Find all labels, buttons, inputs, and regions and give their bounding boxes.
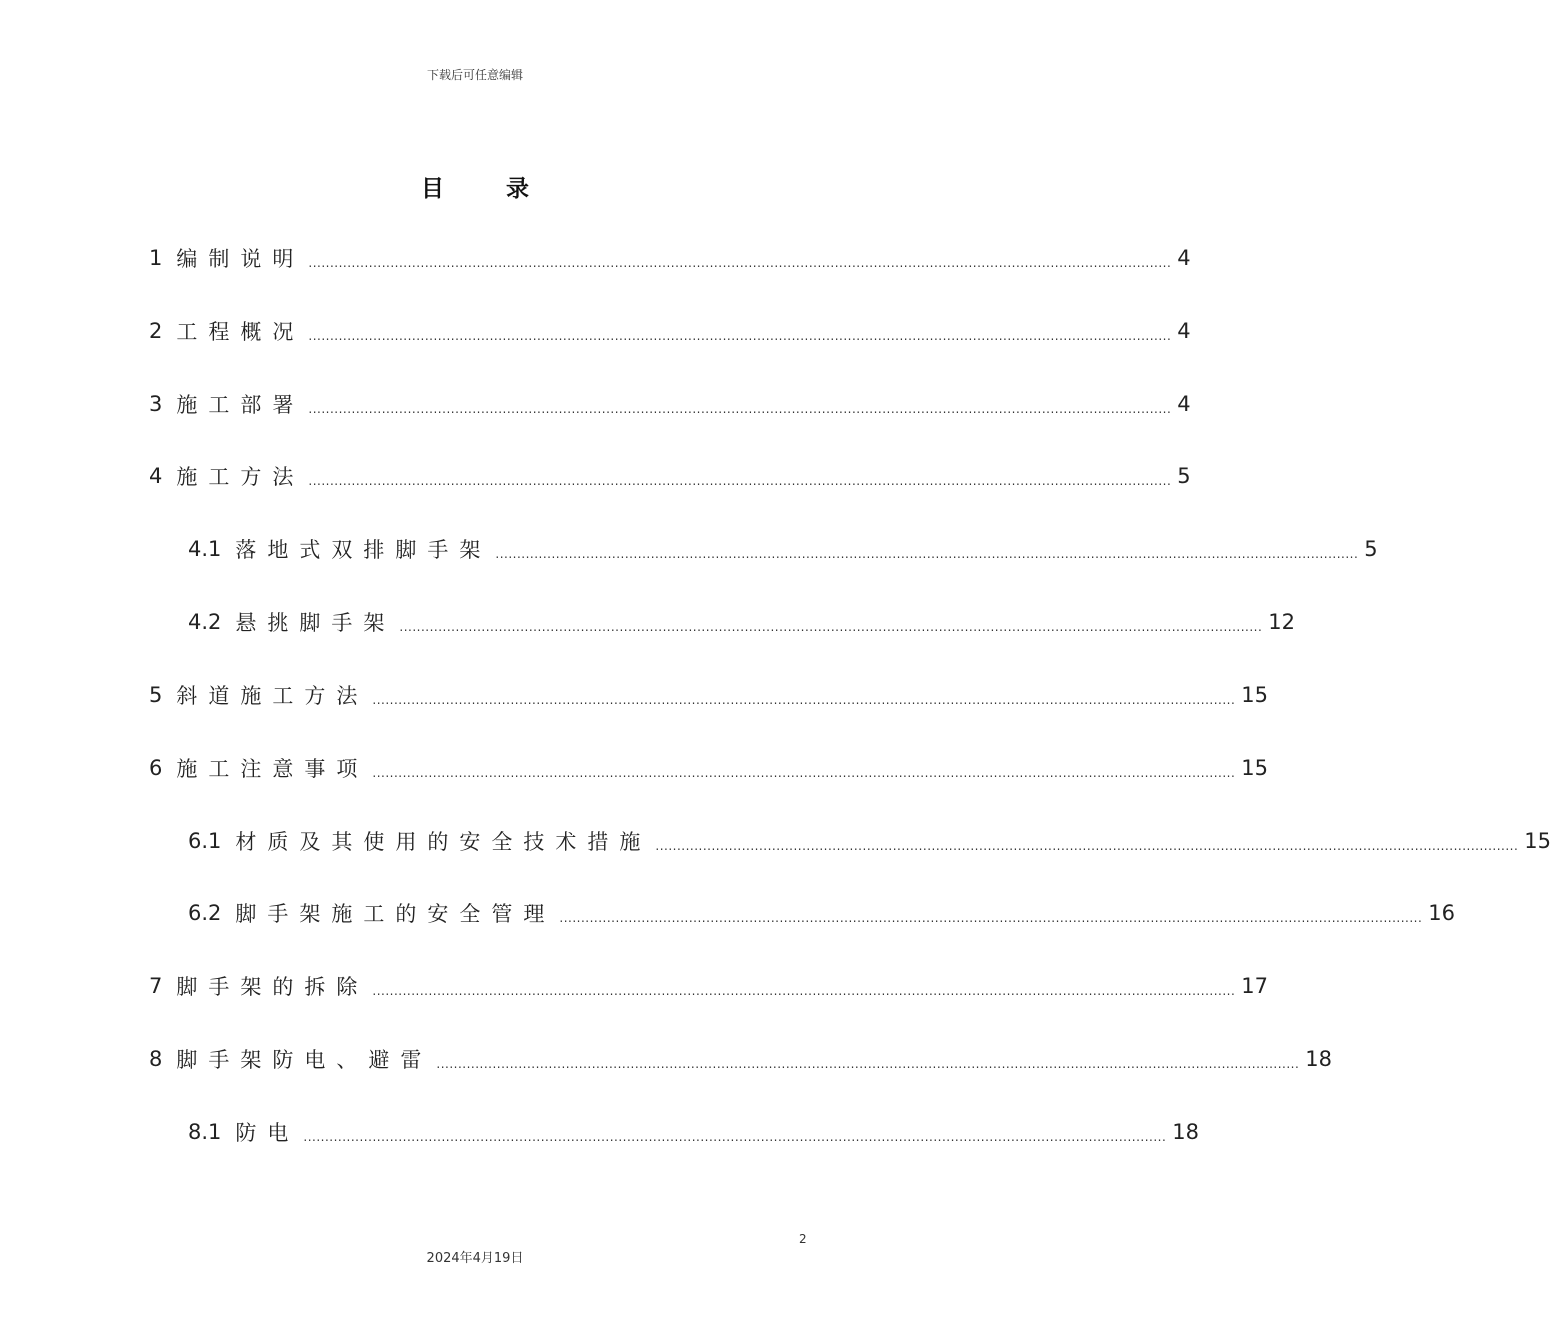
toc-entry-6-2[interactable] <box>188 898 1456 928</box>
toc-leader-dots: ........................................................................................................................................................................................................ <box>372 693 1236 707</box>
toc-entry-number: 3 <box>149 392 163 416</box>
toc-leader-dots: ........................................................................................................................................................................................................ <box>655 839 1519 853</box>
toc-entry-number: 4.2 <box>188 610 222 634</box>
toc-entry-number: 6.2 <box>188 901 222 925</box>
toc-leader-dots: ........................................................................................................................................................................................................ <box>559 911 1423 925</box>
toc-entry-page: 4 <box>1177 319 1191 343</box>
toc-entry-title: 材质及其使用的安全技术措施 <box>235 830 652 854</box>
toc-entry-page: 5 <box>1177 464 1191 488</box>
footer-date: 2024年4月19日 <box>426 1251 524 1266</box>
toc-leader-dots: ........................................................................................................................................................................................................ <box>372 766 1236 780</box>
toc-entry-8[interactable] <box>149 1044 1332 1074</box>
toc-leader-dots: ........................................................................................................................................................................................................ <box>399 620 1263 634</box>
toc-entry-number: 2 <box>149 319 163 343</box>
toc-leader-dots: ........................................................................................................................................................................................................ <box>308 329 1172 343</box>
toc-entry-title: 斜道施工方法 <box>176 684 369 708</box>
toc-entry-page: 15 <box>1241 683 1268 707</box>
toc-entry-page: 4 <box>1177 246 1191 270</box>
toc-entry-title: 脚手架防电、避雷 <box>176 1048 433 1072</box>
toc-title: 目录 <box>421 176 591 202</box>
toc-entry-number: 8.1 <box>188 1120 222 1144</box>
toc-leader-dots: ........................................................................................................................................................................................................ <box>372 984 1236 998</box>
toc-leader-dots: ........................................................................................................................................................................................................ <box>436 1057 1300 1071</box>
toc-entry-title: 悬挑脚手架 <box>235 611 396 635</box>
toc-leader-dots: ........................................................................................................................................................................................................ <box>308 402 1172 416</box>
page-number: 2 <box>799 1232 807 1246</box>
toc-entry-4-1[interactable] <box>188 534 1378 564</box>
toc-entry-4-2[interactable] <box>188 607 1296 637</box>
toc-entry-4[interactable] <box>149 461 1191 491</box>
toc-entry-7[interactable] <box>149 971 1268 1001</box>
toc-entry-title: 工程概况 <box>176 320 305 344</box>
toc-entry-number: 7 <box>149 974 163 998</box>
toc-leader-dots: ........................................................................................................................................................................................................ <box>308 474 1172 488</box>
toc-entry-number: 6.1 <box>188 829 222 853</box>
toc-entry-title: 施工部署 <box>176 393 305 417</box>
header-note: 下载后可任意编辑 <box>426 68 523 82</box>
toc-entry-6-1[interactable] <box>188 826 1551 856</box>
toc-entry-page: 18 <box>1172 1120 1200 1144</box>
toc-entry-page: 16 <box>1428 901 1456 925</box>
toc-entry-title: 脚手架的拆除 <box>176 975 369 999</box>
toc-entry-number: 5 <box>149 683 163 707</box>
toc-entry-2[interactable] <box>149 316 1191 346</box>
toc-entry-title: 防电 <box>235 1121 300 1145</box>
toc-entry-page: 17 <box>1241 974 1268 998</box>
toc-entry-8-1[interactable] <box>188 1117 1200 1147</box>
toc-entry-number: 6 <box>149 756 163 780</box>
toc-entry-number: 8 <box>149 1047 163 1071</box>
toc-entry-page: 4 <box>1177 392 1191 416</box>
toc-entry-6[interactable] <box>149 753 1268 783</box>
toc-entry-page: 12 <box>1268 610 1296 634</box>
toc-leader-dots: ........................................................................................................................................................................................................ <box>303 1130 1167 1144</box>
toc-entry-title: 脚手架施工的安全管理 <box>235 902 556 926</box>
toc-entry-page: 5 <box>1364 537 1378 561</box>
toc-entry-title: 编制说明 <box>176 247 305 271</box>
toc-entry-number: 1 <box>149 246 163 270</box>
toc-leader-dots: ........................................................................................................................................................................................................ <box>495 547 1359 561</box>
toc-entry-number: 4 <box>149 464 163 488</box>
toc-entry-page: 18 <box>1305 1047 1332 1071</box>
toc-entry-1[interactable] <box>149 243 1191 273</box>
toc-entry-title: 施工方法 <box>176 465 305 489</box>
toc-entry-page: 15 <box>1241 756 1268 780</box>
toc-leader-dots: ........................................................................................................................................................................................................ <box>308 256 1172 270</box>
toc-entry-3[interactable] <box>149 389 1191 419</box>
toc-entry-title: 落地式双排脚手架 <box>235 538 492 562</box>
toc-entry-title: 施工注意事项 <box>176 757 369 781</box>
toc-entry-5[interactable] <box>149 680 1268 710</box>
toc-entry-number: 4.1 <box>188 537 222 561</box>
toc-entry-page: 15 <box>1524 829 1551 853</box>
